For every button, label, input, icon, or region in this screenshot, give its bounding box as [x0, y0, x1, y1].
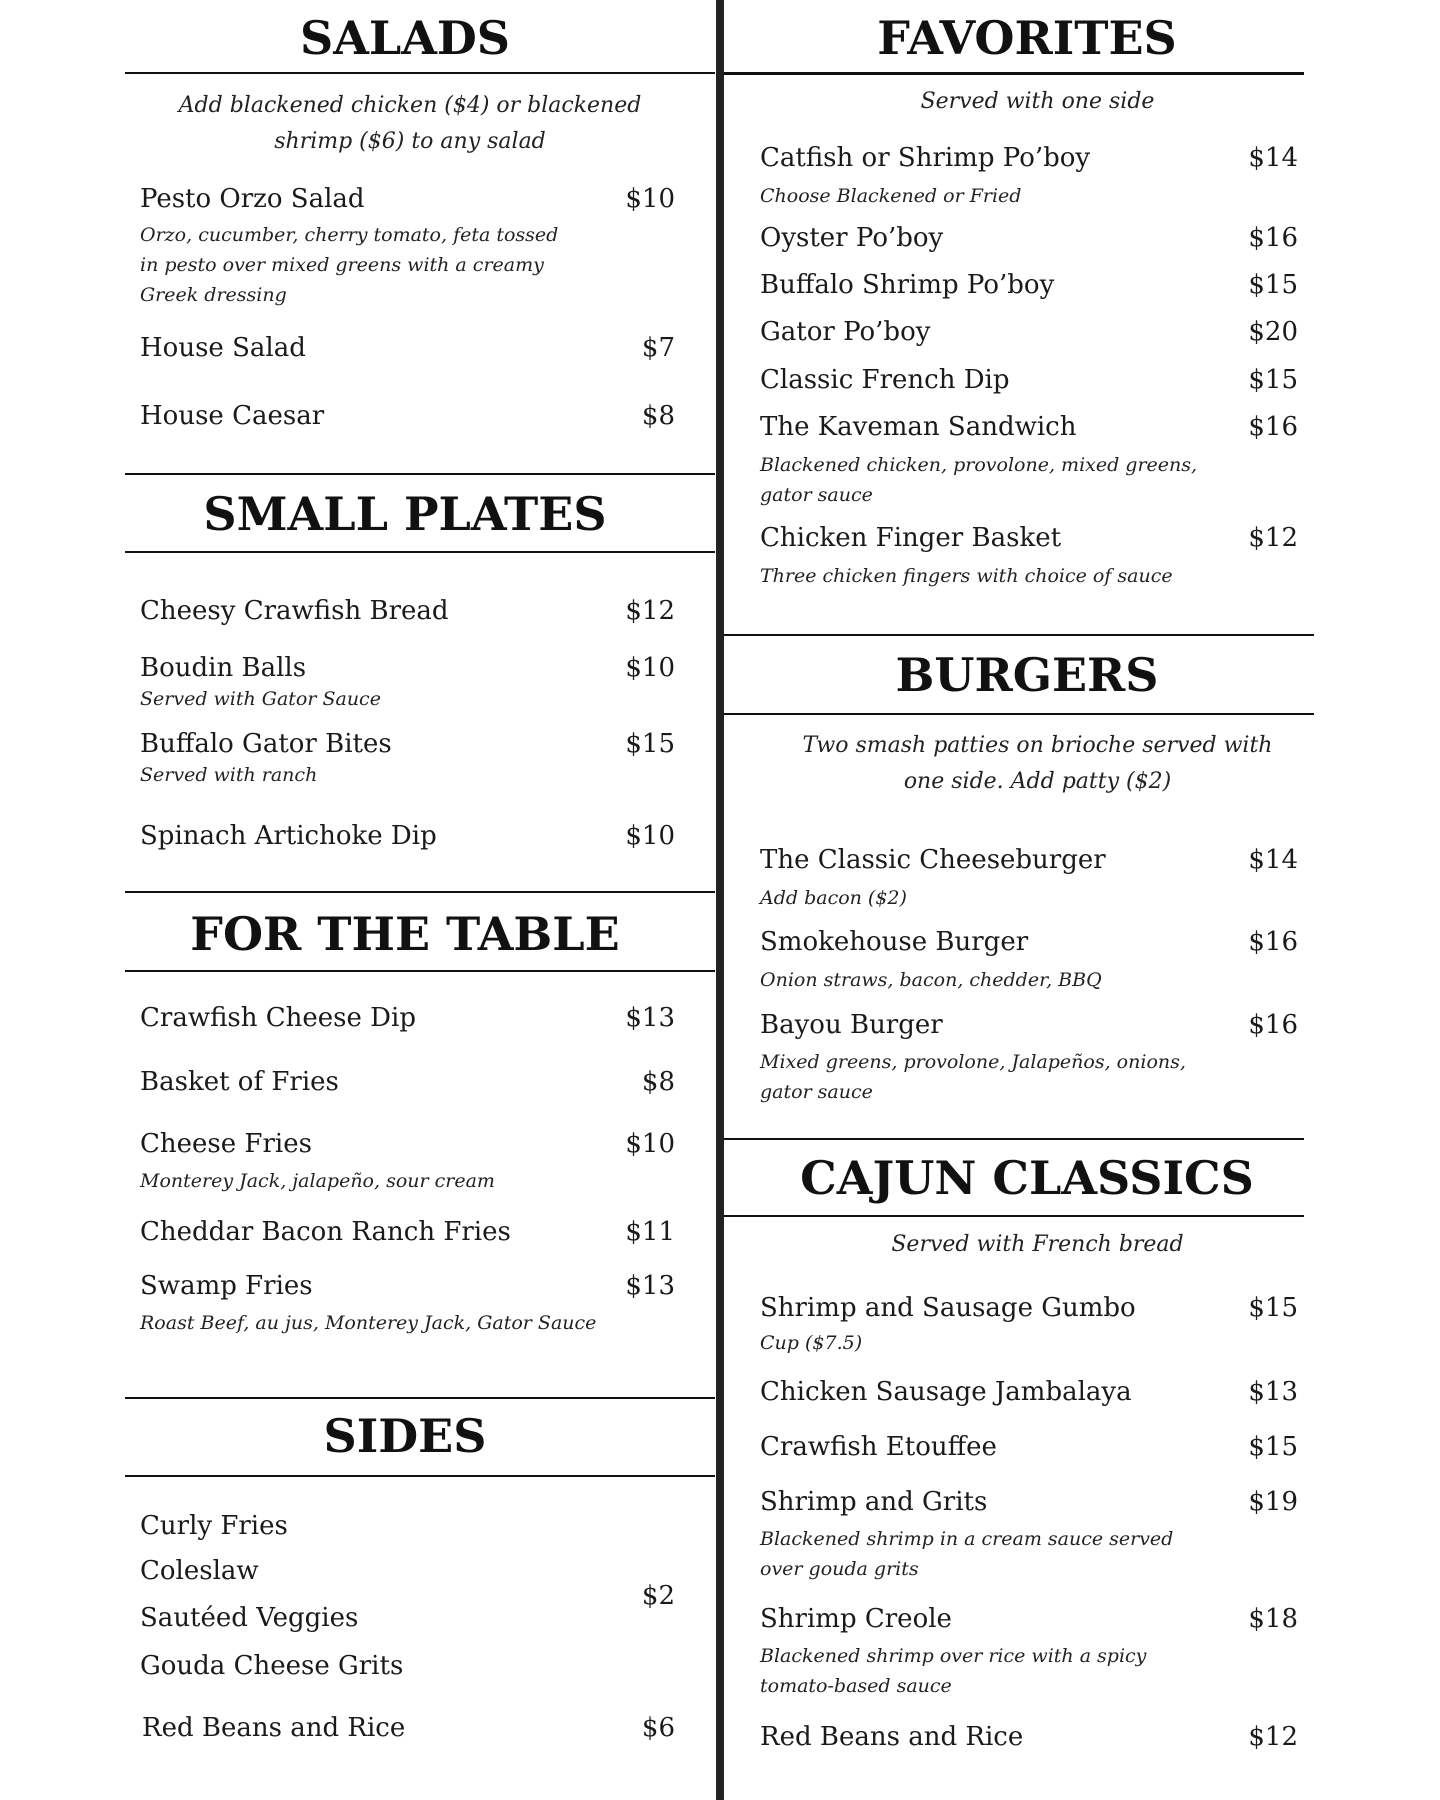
side-item-name: Sautéed Veggies [140, 1603, 359, 1633]
menu-item-price: $15 [1248, 270, 1298, 300]
menu-item-price: $7 [641, 333, 675, 363]
section-rule [724, 1215, 1304, 1217]
section-rule [125, 1475, 715, 1477]
menu-item-name: House Caesar [140, 401, 325, 431]
menu-item-price: $18 [1248, 1604, 1298, 1634]
section-heading-favorites: FAVORITES [877, 11, 1177, 65]
menu-item-description: Orzo, cucumber, cherry tomato, feta tossed in pesto over mixed greens with a creamy Greek dressing [140, 224, 559, 306]
section-rule [724, 713, 1314, 715]
section-heading-for-the-table: FOR THE TABLE [190, 907, 620, 961]
menu-item-name: Basket of Fries [140, 1067, 339, 1097]
section-heading-salads: SALADS [299, 11, 511, 65]
section-rule [125, 72, 715, 74]
menu-item-name: Crawfish Etouffee [760, 1432, 997, 1462]
menu-item-name: Crawfish Cheese Dip [140, 1003, 416, 1033]
menu-item-price: $19 [1248, 1487, 1298, 1517]
menu-item-description: Mixed greens, provolone, Jalapeños, onions, gator sauce [760, 1051, 1186, 1103]
menu-item-name: Chicken Finger Basket [760, 523, 1062, 553]
menu-item-description: Blackened shrimp over rice with a spicy tomato-based sauce [760, 1645, 1147, 1697]
menu-item-price: $8 [641, 1067, 675, 1097]
salads-note: Add blackened chicken ($4) or blackened shrimp ($6) to any salad [178, 93, 642, 154]
menu-item-name: Buffalo Shrimp Po’boy [760, 270, 1055, 300]
menu-item-price: $10 [625, 821, 675, 851]
sides-group-price: $2 [641, 1581, 675, 1611]
section-rule [724, 634, 1314, 636]
section-rule [724, 1138, 1304, 1140]
section-rule [125, 551, 715, 553]
menu-item-name: Shrimp and Sausage Gumbo [760, 1293, 1136, 1323]
menu-item-description: Served with ranch [140, 764, 318, 786]
menu-item-price: $20 [1248, 317, 1298, 347]
menu-item-price: $15 [1248, 1293, 1298, 1323]
section-heading-sides: SIDES [323, 1409, 487, 1463]
menu-item-price: $16 [1248, 223, 1298, 253]
menu-item-description: Blackened chicken, provolone, mixed greens, gator sauce [760, 454, 1198, 506]
menu-item-name: Smokehouse Burger [760, 927, 1029, 957]
menu-item-description: Served with Gator Sauce [140, 688, 381, 710]
menu-item-price: $14 [1248, 845, 1298, 875]
menu-item-name: Spinach Artichoke Dip [140, 821, 437, 851]
menu-item-description: Blackened shrimp in a cream sauce served over gouda grits [760, 1528, 1174, 1580]
menu-item-name: Chicken Sausage Jambalaya [760, 1377, 1132, 1407]
menu-item-name: Catfish or Shrimp Po’boy [760, 143, 1091, 173]
menu-item-name: Shrimp Creole [760, 1604, 952, 1634]
section-rule [125, 970, 715, 972]
menu-item-price: $15 [1248, 1432, 1298, 1462]
menu-item-price: $12 [625, 596, 675, 626]
side-item-name: Gouda Cheese Grits [140, 1651, 404, 1681]
menu-item-price: $16 [1248, 412, 1298, 442]
menu-item-name: House Salad [140, 333, 306, 363]
favorites-note: Served with one side [920, 89, 1155, 114]
section-heading-small-plates: SMALL PLATES [203, 487, 607, 541]
menu-item-price: $15 [625, 729, 675, 759]
section-heading-cajun-classics: CAJUN CLASSICS [800, 1151, 1254, 1205]
menu-item-description: Choose Blackened or Fried [760, 185, 1022, 207]
menu-item-price: $15 [1248, 365, 1298, 395]
menu-item-price: $10 [625, 1129, 675, 1159]
section-heading-burgers: BURGERS [895, 648, 1159, 702]
section-rule [125, 891, 715, 893]
menu-item-price: $10 [625, 653, 675, 683]
menu-item-price: $13 [1248, 1377, 1298, 1407]
menu-item-name: Swamp Fries [140, 1271, 313, 1301]
section-rule [724, 72, 1304, 75]
menu-item-description: Monterey Jack, jalapeño, sour cream [140, 1170, 495, 1192]
menu-item-name: Gator Po’boy [760, 317, 931, 347]
menu-item-price: $13 [625, 1003, 675, 1033]
menu-item-name: Red Beans and Rice [760, 1722, 1024, 1752]
menu-item-name: Oyster Po’boy [760, 223, 944, 253]
column-divider [716, 0, 724, 1800]
menu-item-name: Cheesy Crawfish Bread [140, 596, 449, 626]
menu-item-name: Buffalo Gator Bites [140, 729, 392, 759]
menu-item-price: $12 [1248, 523, 1298, 553]
menu-item-description: Cup ($7.5) [760, 1332, 863, 1354]
menu-item-price: $13 [625, 1271, 675, 1301]
menu-item-name: Cheddar Bacon Ranch Fries [140, 1217, 511, 1247]
menu-item-price: $12 [1248, 1722, 1298, 1752]
side-item-name: Curly Fries [140, 1511, 288, 1541]
menu-item-name: The Kaveman Sandwich [760, 412, 1077, 442]
menu-item-name: Shrimp and Grits [760, 1487, 988, 1517]
menu-item-price: $8 [641, 401, 675, 431]
menu-item-name: Classic French Dip [760, 365, 1010, 395]
burgers-note: Two smash patties on brioche served with one side. Add patty ($2) [802, 733, 1273, 794]
menu-item-description: Roast Beef, au jus, Monterey Jack, Gator Sauce [140, 1312, 597, 1334]
menu-item-description: Three chicken fingers with choice of sauce [760, 565, 1173, 587]
section-rule [125, 473, 715, 475]
menu-item-name: Boudin Balls [140, 653, 307, 683]
menu-item-name: Pesto Orzo Salad [140, 184, 365, 214]
menu-item-price: $10 [625, 184, 675, 214]
menu-item-price: $11 [625, 1217, 675, 1247]
menu-item-price: $14 [1248, 143, 1298, 173]
cajun-classics-note: Served with French bread [891, 1232, 1184, 1257]
menu-item-name: Bayou Burger [760, 1010, 943, 1040]
menu-item-price: $16 [1248, 1010, 1298, 1040]
menu-item-price: $16 [1248, 927, 1298, 957]
side-item-name: Coleslaw [140, 1556, 259, 1586]
side-item-name: Red Beans and Rice [142, 1713, 406, 1743]
section-rule [125, 1397, 715, 1399]
menu-item-name: The Classic Cheeseburger [760, 845, 1106, 875]
menu-item-description: Add bacon ($2) [760, 887, 907, 909]
menu-item-price: $6 [641, 1713, 675, 1743]
menu-item-description: Onion straws, bacon, chedder, BBQ [760, 969, 1102, 991]
menu-item-name: Cheese Fries [140, 1129, 312, 1159]
